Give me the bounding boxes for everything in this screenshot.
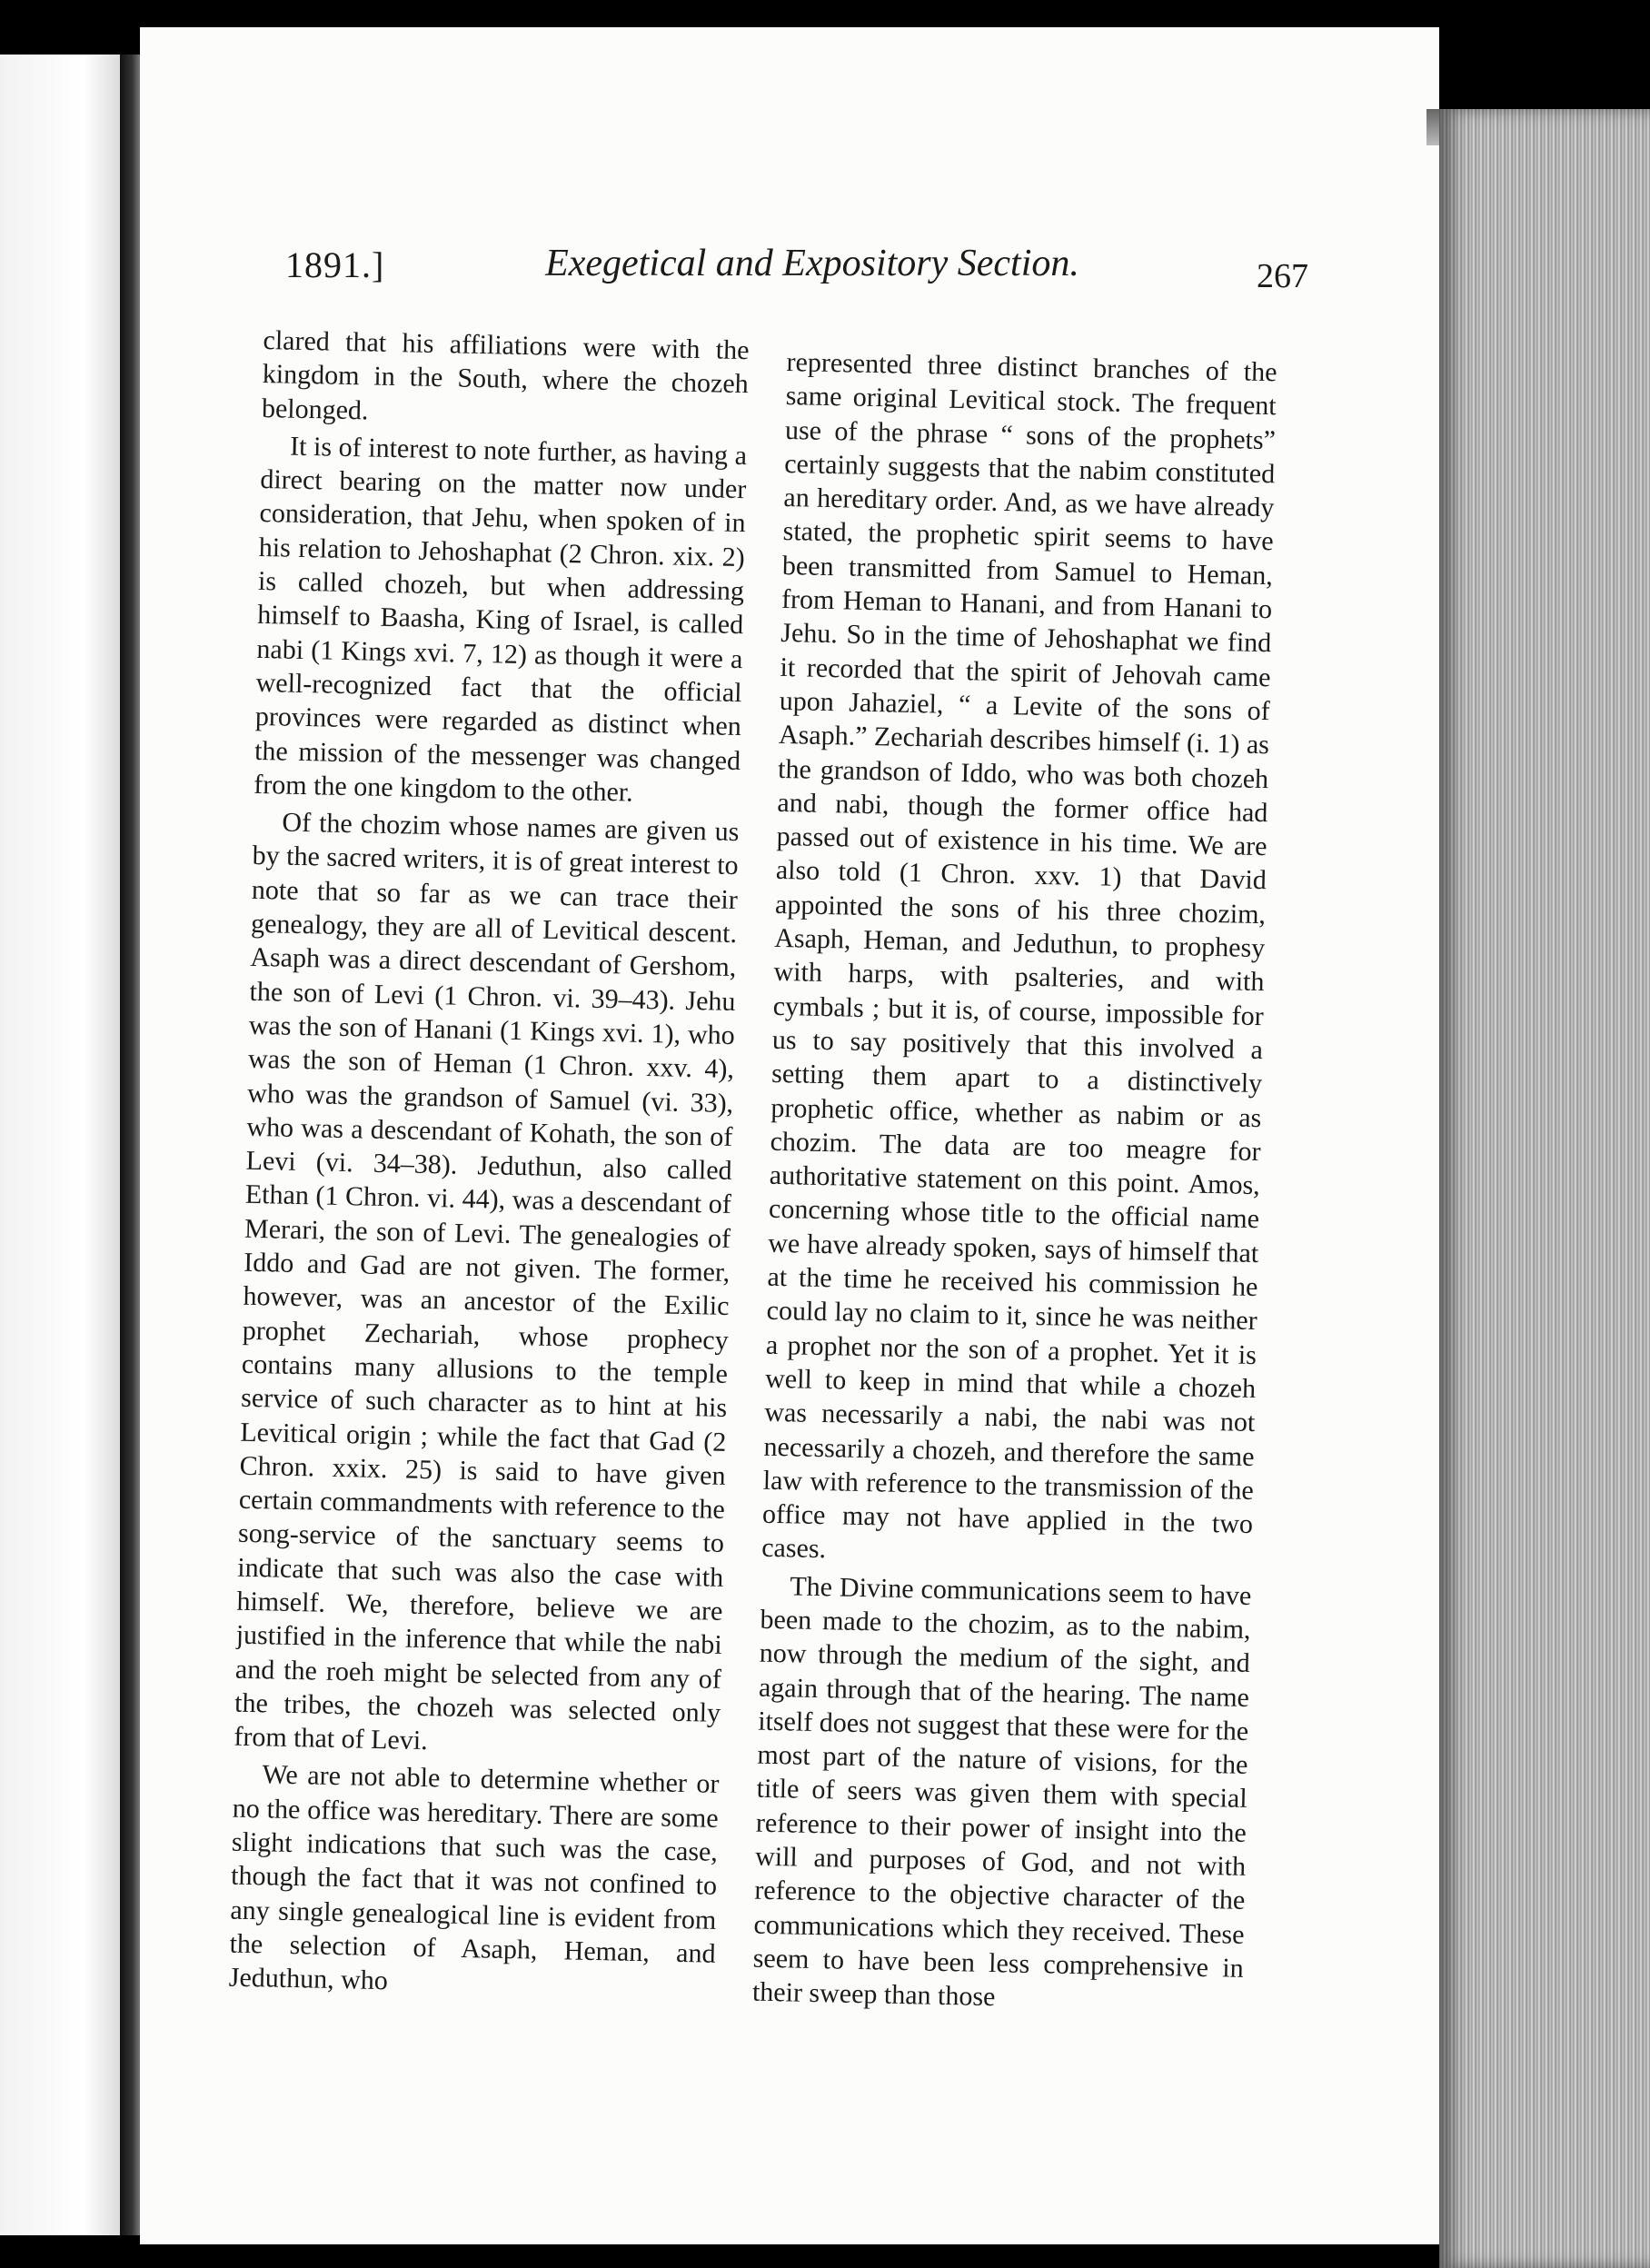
running-head [285,243,1308,307]
paragraph: We are not able to determine whether or no the office was hereditary. There are some slight indications that such was the case, though the fact that it was not confined to any single genealogical line is evident from the selection of Asaph, Heman, and Jeduthun, who [228,1759,720,1996]
paragraph: It is of interest to note further, as having a direct bearing on the matter now under consideration, that Jehu, when spoken of in his relation to Jehoshaphat (2 Chron. xix. 2) is called chozeh, but when addressing himself to Baasha, King of Israel, is called nabi (1 Kings xvi. 7, 12) as though it were a well-recognized fact that the official provinces were regarded as distinct when the mission of the messenger was changed from the one kingdom to the other. [253,431,748,808]
paragraph: represented three distinct branches of the same original Levitical stock. The frequent use of the phrase “ sons of the prophets” certainly suggests that the nabim constituted an hereditary order. And, as we have already stated, the prophetic spirit seems to have been transmitted from Samuel to Heman, from Heman to Hanani, and from Hanani to Jehu. So in the time of Jehoshaphat we find it recorded that the spirit of Jehovah came upon Jahaziel, “ a Levite of the sons of Asaph.” Zechariah describes himself (i. 1) as the grandson of Iddo, who was both chozeh and nabi, though the former office had passed out of existence in his time. We are also told (1 Chron. xxv. 1) that David appointed the sons of his three chozim, Asaph, Heman, and Jeduthun, to prophesy with harps, with psalteries, and with cymbals ; but it is, of course, impossible for us to say positively that this involved a setting them apart to a distinctively prophetic office, whether as nabim or as chozim. The data are too meagre for authoritative statement on this point. Amos, concerning whose title to the official name we have already spoken, says of himself that at the time he received his commission he could lay no claim to it, since he was neither a prophet nor the son of a prophet. Yet it is well to keep in mind that while a chozeh was necessarily a nabi, the nabi was not necessarily a chozeh, and therefore the same law with reference to the transmission of the office may not have applied in the two cases. [760,346,1277,1565]
book-gutter [120,55,140,2235]
page-block-edge [1439,109,1650,2268]
paragraph: Of the chozim whose names are given us by the sacred writers, it is of great interest to note that so far as we can trace their genealogy, they are all of Levitical descent. Asaph was a direct descendant of Gershom, the son of Levi (1 Chron. vi. 39–43). Jehu was the son of Hanani (1 Kings xvi. 1), who was the son of Heman (1 Chron. xxv. 4), who was the grandson of Samuel (vi. 33), who was a descendant of Kohath, the son of Levi (vi. 34–38). Jeduthun, also called Ethan (1 Chron. vi. 44), was a descendant of Merari, the son of Levi. The genealogies of Iddo and Gad are not given. The former, however, was an ancestor of the Exilic prophet Zechariah, whose prophecy contains many allusions to the temple service of such character as to hint at his Levitical origin ; while the fact that Gad (2 Chron. xxix. 25) is said to have given certain commandments with reference to the song-service of the sanctuary seems to indicate that such was also the case with himself. We, therefore, believe we are justified in the inference that while the nabi and the roeh might be selected from any of the tribes, the chozeh was selected only from that of Levi. [234,807,740,1756]
paragraph: The Divine communications seem to have been made to the chozim, as to the nabim, now through the medium of the sight, and again through that of the hearing. The name itself does not suggest that these were for the most part of the nature of visions, for the title of seers was given them with special reference to their power of insight into the will and purposes of God, and not with reference to the objective character of the communications which they received. These seem to have been less comprehensive in their sweep than those [751,1571,1252,2013]
previous-page-edge [0,55,125,2235]
left-text-column [225,323,750,2160]
paragraph: clared that his affiliations were with the kingdom in the South, where the chozeh belonged. [261,324,750,426]
page-number: 267 [1257,257,1308,295]
running-head-title: Exegetical and Expository Section. [545,243,1079,284]
right-text-column [749,345,1277,2182]
running-head-year: 1891.] [285,244,385,285]
